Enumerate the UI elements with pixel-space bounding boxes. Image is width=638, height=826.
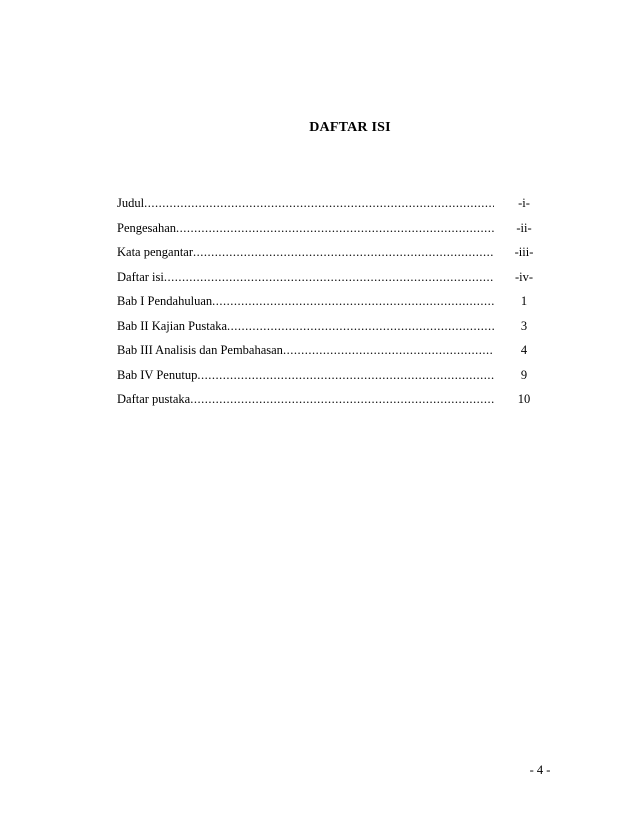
toc-page-number: -i- — [518, 196, 530, 210]
toc-page-number: 4 — [520, 343, 528, 357]
toc-dot-leader — [283, 343, 494, 358]
toc-page-number: -iii- — [514, 245, 534, 259]
toc-row-daftar-isi — [117, 270, 557, 295]
toc-page-number: -iv- — [514, 269, 534, 284]
toc-dot-leader — [190, 392, 494, 407]
toc-page-number: 10 — [517, 392, 531, 406]
toc-label: Pengesahan — [117, 220, 177, 235]
page-title: DAFTAR ISI — [309, 120, 391, 135]
toc-dot-leader — [164, 270, 494, 285]
toc-entry — [117, 368, 494, 383]
toc-dot-leader — [193, 245, 494, 260]
toc-entry — [117, 319, 494, 334]
toc-entry — [117, 392, 494, 407]
toc-entry — [117, 343, 494, 358]
toc-label: Judul — [117, 196, 145, 210]
toc-dot-leader — [144, 196, 494, 211]
toc-row-bab-1 — [117, 294, 557, 319]
table-of-contents — [117, 196, 557, 417]
toc-row-bab-4 — [117, 368, 557, 393]
toc-row-bab-2 — [117, 319, 557, 344]
toc-entry — [117, 294, 494, 309]
toc-entry — [117, 221, 494, 236]
toc-row-judul — [117, 196, 557, 221]
toc-page-number: 1 — [520, 294, 528, 308]
toc-label: Bab I Pendahuluan — [117, 294, 213, 308]
toc-label: Daftar pustaka — [117, 392, 191, 406]
toc-row-daftar-pustaka — [117, 392, 557, 417]
toc-entry — [117, 270, 494, 285]
toc-dot-leader — [227, 319, 494, 334]
page-number-footer: - 4 - — [529, 763, 551, 777]
toc-label: Daftar isi — [117, 269, 164, 284]
toc-label: Bab II Kajian Pustaka — [117, 318, 228, 333]
toc-dot-leader — [197, 368, 494, 383]
toc-label: Bab III Analisis dan Pembahasan — [117, 343, 283, 357]
toc-page-number: -ii- — [516, 220, 532, 235]
toc-entry — [117, 245, 494, 260]
toc-label: Bab IV Penutup — [117, 367, 198, 382]
toc-row-bab-3 — [117, 343, 557, 368]
toc-label: Kata pengantar — [117, 245, 194, 259]
toc-dot-leader — [212, 294, 494, 309]
toc-dot-leader — [176, 221, 494, 236]
toc-row-pengesahan — [117, 221, 557, 246]
toc-row-kata-pengantar — [117, 245, 557, 270]
toc-entry — [117, 196, 494, 211]
toc-page-number: 3 — [520, 318, 528, 333]
toc-page-number: 9 — [520, 367, 528, 382]
